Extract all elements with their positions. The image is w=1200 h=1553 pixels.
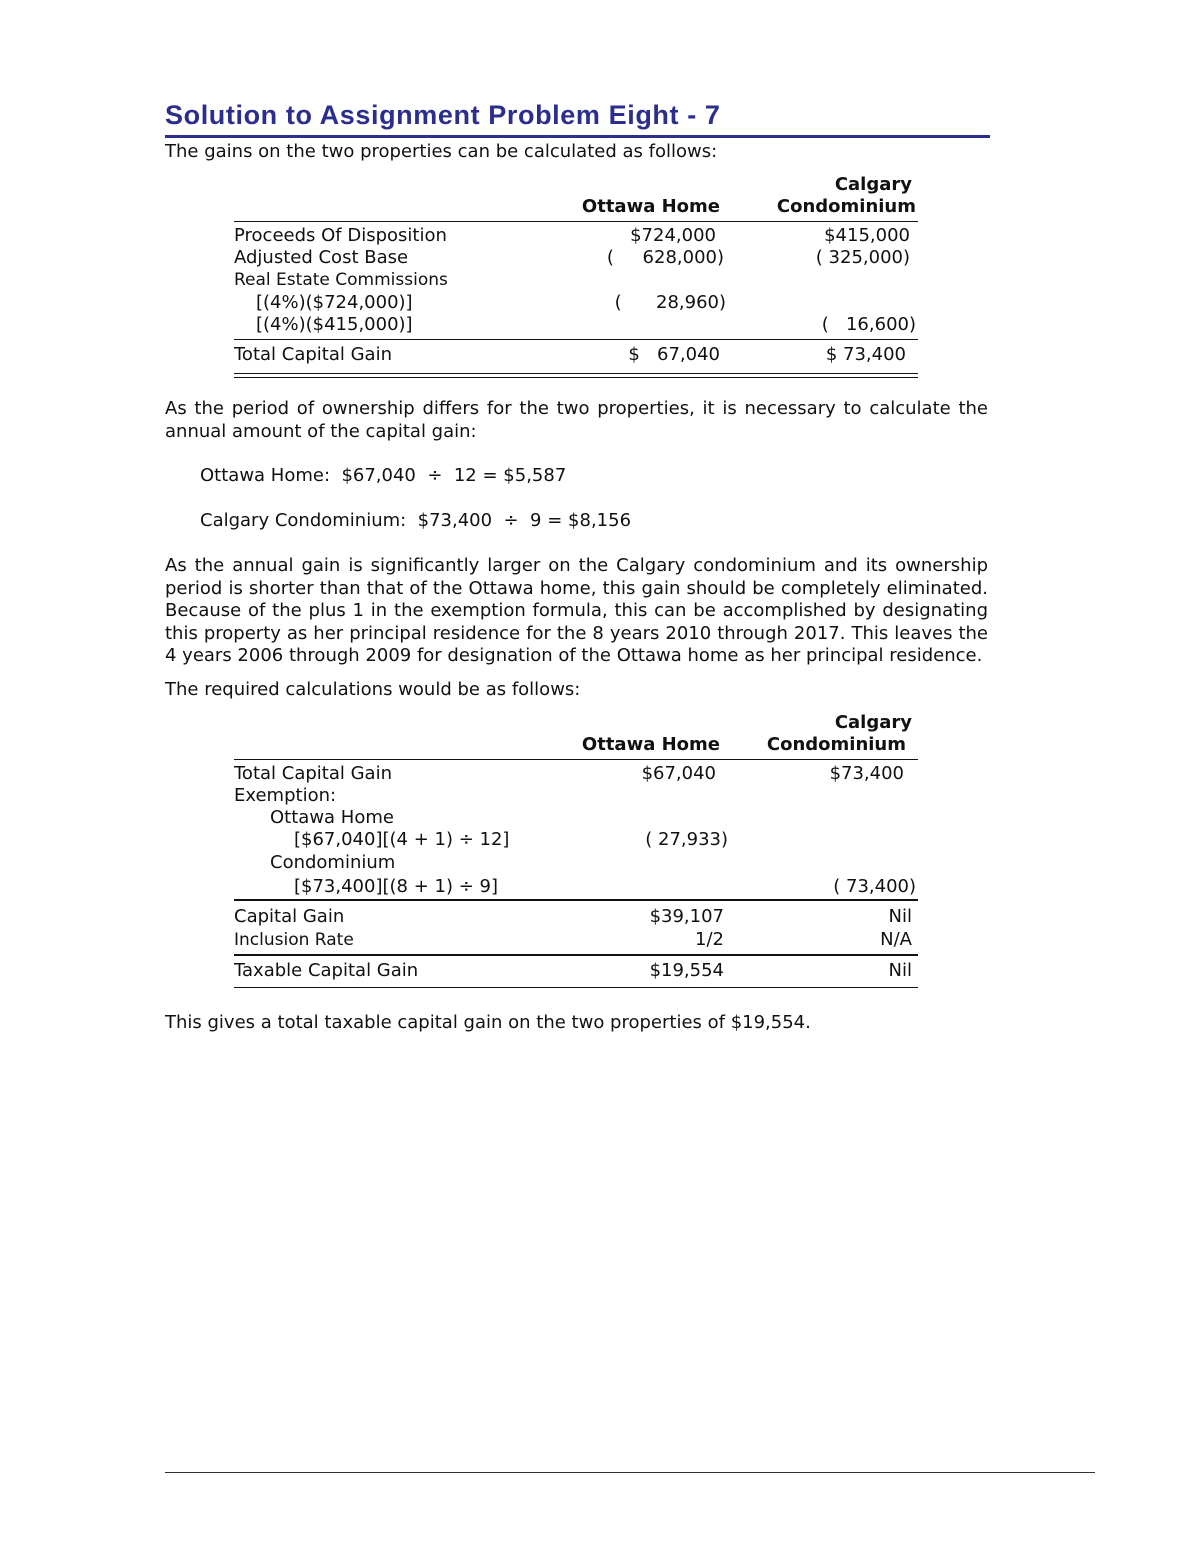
ottawa-value: ( 28,960)	[614, 292, 726, 313]
row-label: Capital Gain	[234, 906, 345, 927]
row-label: Proceeds Of Disposition	[234, 225, 447, 246]
ottawa-value: 1/2	[695, 929, 724, 950]
ottawa-value: ( 628,000)	[606, 247, 724, 268]
calgary-value: ( 73,400)	[833, 876, 916, 897]
intro-paragraph: The gains on the two properties can be calculated as follows:	[165, 141, 718, 162]
row-label: Adjusted Cost Base	[234, 247, 409, 268]
conclusion-paragraph: This gives a total taxable capital gain on the two properties of $19,554.	[165, 1012, 811, 1033]
calgary-annual-equation: Calgary Condominium: $73,400 ÷ 9 = $8,156	[200, 510, 632, 531]
title-underline	[165, 135, 990, 138]
row-label: [$67,040][(4 + 1) ÷ 12]	[294, 829, 510, 850]
total-row	[234, 344, 918, 366]
row-label: Total Capital Gain	[234, 763, 392, 784]
table-row	[234, 269, 918, 291]
calgary-value: $ 73,400	[825, 344, 906, 365]
col1-header: Ottawa Home	[581, 196, 720, 217]
row-label: Condominium	[270, 852, 396, 873]
col2-header-line1: Calgary	[834, 712, 912, 733]
subtotal-rule	[234, 899, 918, 901]
total-row	[234, 960, 918, 982]
col2-header-line1: Calgary	[834, 174, 912, 195]
ottawa-annual-equation: Ottawa Home: $67,040 ÷ 12 = $5,587	[200, 465, 567, 486]
calgary-value: $415,000	[824, 225, 910, 246]
header-rule	[234, 759, 918, 760]
ownership-paragraph: As the period of ownership differs for the two properties, it is necessary to calculate the annual amount of the capital gain:	[165, 398, 988, 442]
col2-header-line2: Condominium	[766, 734, 906, 755]
col1-header: Ottawa Home	[581, 734, 720, 755]
row-label: Real Estate Commissions	[234, 270, 448, 290]
ottawa-value: $39,107	[649, 906, 724, 927]
taxable-rule	[234, 954, 918, 956]
table-row	[234, 829, 918, 851]
calgary-value: ( 16,600)	[821, 314, 916, 335]
calgary-value: Nil	[888, 906, 912, 927]
row-label: Ottawa Home	[270, 807, 394, 828]
table-row	[234, 876, 918, 898]
ottawa-value: $67,040	[641, 763, 716, 784]
bottom-rule	[234, 987, 918, 988]
row-label: [$73,400][(8 + 1) ÷ 9]	[294, 876, 498, 897]
row-label: Inclusion Rate	[234, 930, 354, 950]
double-rule-bottom	[234, 377, 918, 378]
table-row	[234, 763, 918, 785]
page-title: Solution to Assignment Problem Eight - 7	[165, 100, 721, 130]
subtotal-rule	[234, 339, 918, 340]
designation-paragraph: As the annual gain is significantly larger on the Calgary condominium and its ownership period is shorter than that of the Ottawa home, this gain should be completely eliminated. Because of the plus 1 in the exemption formula, this can be accomplished by designating this property as her principal residence for the 8 years 2010 through 2017. This leaves the 4 years 2006 through 2009 for designation of the Ottawa home as her principal residence.	[165, 555, 988, 666]
ottawa-value: $ 67,040	[628, 344, 720, 365]
footer-rule	[165, 1472, 1095, 1473]
table-row	[234, 906, 918, 928]
table-row	[234, 292, 918, 314]
table-row	[234, 247, 918, 269]
table-row	[234, 314, 918, 336]
table-row	[234, 807, 918, 829]
row-label: Total Capital Gain	[234, 344, 392, 365]
col2-header-line2: Condominium	[776, 196, 916, 217]
header-rule	[234, 221, 918, 222]
table-row	[234, 852, 918, 874]
calgary-value: ( 325,000)	[815, 247, 910, 268]
row-label: [(4%)($724,000)]	[256, 292, 413, 313]
calgary-value: $73,400	[829, 763, 904, 784]
row-label: Exemption:	[234, 785, 337, 806]
calgary-value: N/A	[880, 929, 912, 950]
table-row	[234, 785, 918, 807]
calculations-intro: The required calculations would be as follows:	[165, 679, 581, 700]
ottawa-value: ( 27,933)	[645, 829, 728, 850]
double-rule-top	[234, 373, 918, 374]
table-row	[234, 929, 918, 951]
row-label: Taxable Capital Gain	[234, 960, 419, 981]
ottawa-value: $19,554	[649, 960, 724, 981]
table-row	[234, 225, 918, 247]
calgary-value: Nil	[888, 960, 912, 981]
row-label: [(4%)($415,000)]	[256, 314, 413, 335]
ottawa-value: $724,000	[630, 225, 716, 246]
